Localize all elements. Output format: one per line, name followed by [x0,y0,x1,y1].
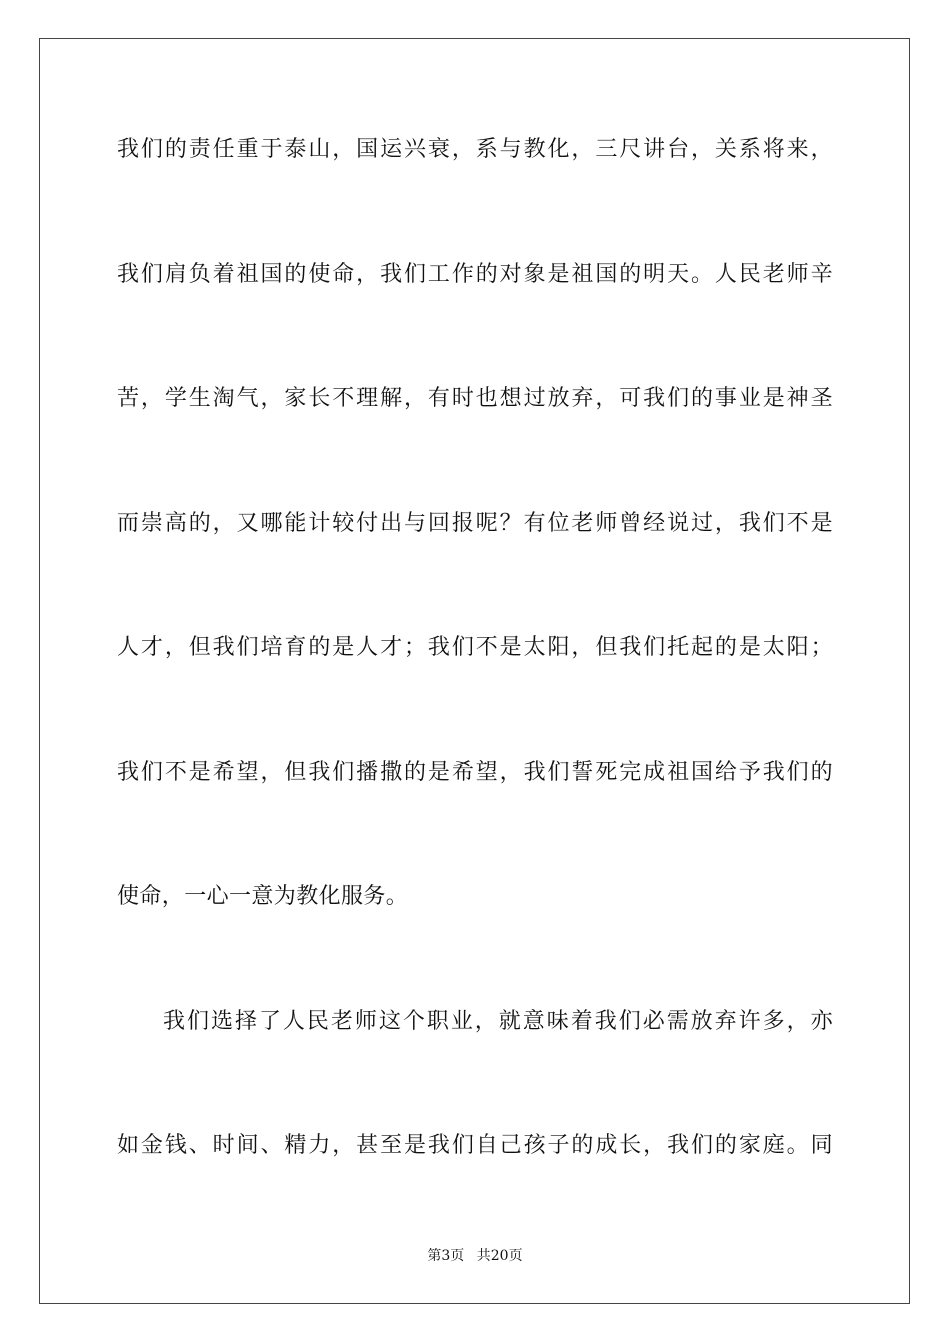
page-footer [0,1246,950,1266]
page-number: 第3页 [427,1248,465,1264]
text-line-5: 人才，但我们培育的是人才；我们不是太阳，但我们托起的是太阳； [117,635,833,660]
text-line-6: 我们不是希望，但我们播撒的是希望，我们誓死完成祖国给予我们的 [117,760,833,785]
text-line-8: 我们选择了人民老师这个职业，就意味着我们必需放弃许多，亦 [163,1009,833,1034]
text-line-2: 我们肩负着祖国的使命，我们工作的对象是祖国的明天。人民老师辛 [117,262,833,287]
text-line-4: 而崇高的，又哪能计较付出与回报呢？有位老师曾经说过，我们不是 [117,511,833,536]
page-border [39,38,910,1304]
text-line-1: 我们的责任重于泰山，国运兴衰，系与教化，三尺讲台，关系将来， [117,137,833,162]
text-line-3: 苦，学生淘气，家长不理解，有时也想过放弃，可我们的事业是神圣 [117,386,833,411]
text-line-7: 使命，一心一意为教化服务。 [117,884,409,909]
page-total: 共20页 [476,1248,523,1264]
text-line-9: 如金钱、时间、精力，甚至是我们自己孩子的成长，我们的家庭。同 [117,1133,833,1158]
